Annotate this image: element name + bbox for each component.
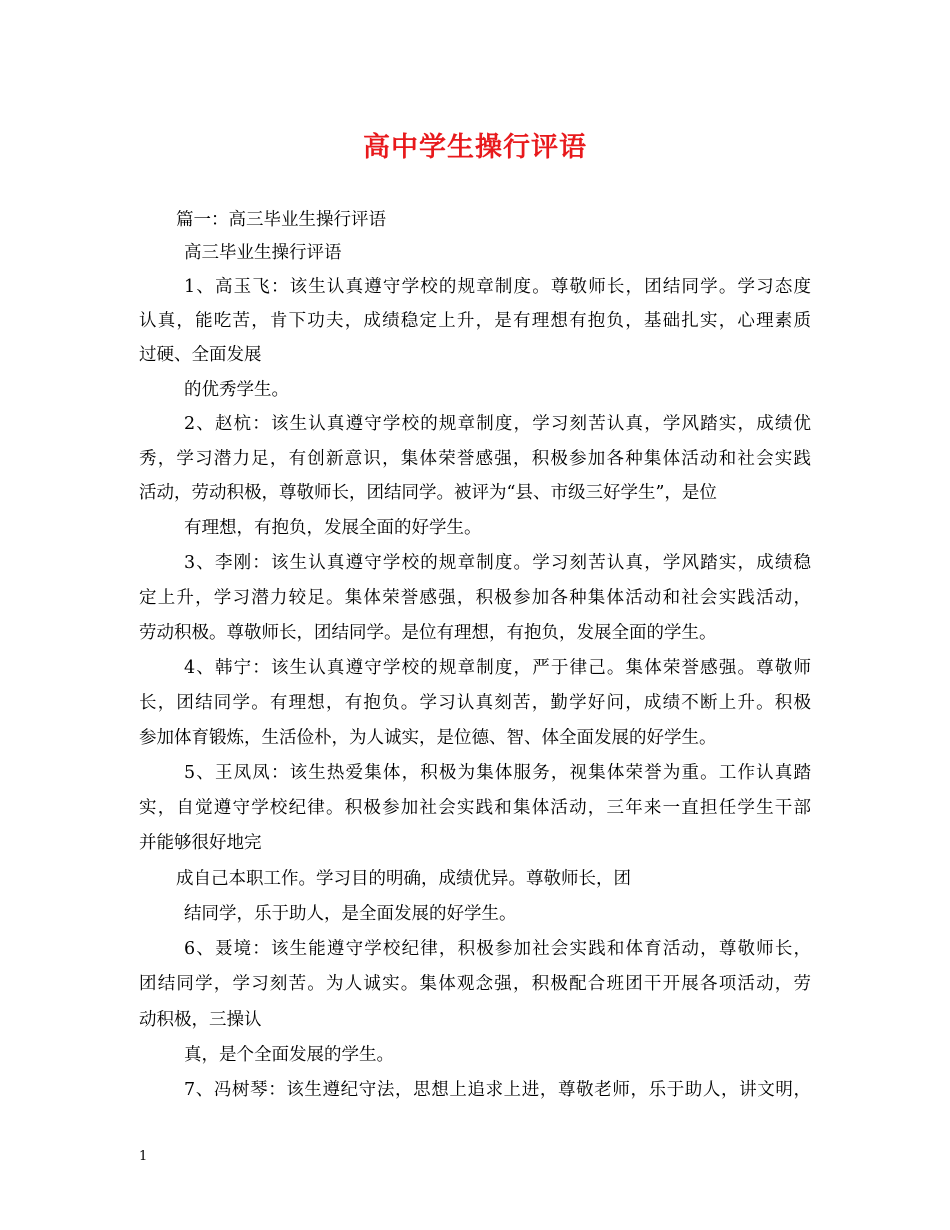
text-line: 6、聂境：该生能遵守学校纪律，积极参加社会实践和体育活动，尊敬师长， xyxy=(184,939,811,959)
text-line: 4、韩宁：该生认真遵守学校的规章制度，严于律己。集体荣誉感强。尊敬师 xyxy=(184,658,811,678)
text-line: 真，是个全面发展的学生。 xyxy=(184,1045,394,1065)
text-line: 7、冯树琴：该生遵纪守法，思想上追求上进，尊敬老师，乐于助人，讲文明， xyxy=(184,1080,811,1100)
text-line: 5、王凤凤：该生热爱集体，积极为集体服务，视集体荣誉为重。工作认真踏 xyxy=(184,763,811,783)
text-line: 1、高玉飞：该生认真遵守学校的规章制度。尊敬师长，团结同学。学习态度 xyxy=(184,277,811,297)
text-line: 3、李刚：该生认真遵守学校的规章制度。学习刻苦认真，学风踏实，成绩稳 xyxy=(184,553,811,573)
text-line: 有理想，有抱负，发展全面的好学生。 xyxy=(184,518,482,538)
text-line: 的优秀学生。 xyxy=(184,380,289,400)
text-line: 长，团结同学。有理想，有抱负。学习认真刻苦，勤学好问，成绩不断上升。积极 xyxy=(139,693,811,713)
text-line: 成自己本职工作。学习目的明确，成绩优异。尊敬师长，团 xyxy=(176,869,631,889)
text-line: 劳动积极。尊敬师长，团结同学。是位有理想，有抱负，发展全面的学生。 xyxy=(139,623,717,643)
text-line: 结同学，乐于助人，是全面发展的好学生。 xyxy=(184,904,517,924)
text-line: 秀，学习潜力足，有创新意识，集体荣誉感强，积极参加各种集体活动和社会实践 xyxy=(139,449,811,469)
text-line: 活动，劳动积极，尊敬师长，团结同学。被评为“县、市级三好学生”，是位 xyxy=(139,483,717,503)
text-line: 过硬、全面发展 xyxy=(139,345,262,365)
text-line: 实，自觉遵守学校纪律。积极参加社会实践和集体活动，三年来一直担任学生干部 xyxy=(139,798,811,818)
text-line: 篇一：高三毕业生操行评语 xyxy=(176,210,386,230)
text-line: 认真，能吃苦，肯下功夫，成绩稳定上升，是有理想有抱负，基础扎实，心理素质 xyxy=(139,311,811,331)
text-line: 2、赵杭：该生认真遵守学校的规章制度，学习刻苦认真，学风踏实，成绩优 xyxy=(184,414,811,434)
text-line: 并能够很好地完 xyxy=(139,833,262,853)
text-line: 动积极，三操认 xyxy=(139,1010,262,1030)
text-line: 定上升，学习潜力较足。集体荣誉感强，积极参加各种集体活动和社会实践活动， xyxy=(139,588,811,608)
document-title: 高中学生操行评语 xyxy=(363,132,587,163)
text-line: 参加体育锻炼，生活俭朴，为人诚实，是位德、智、体全面发展的好学生。 xyxy=(139,728,717,748)
text-line: 高三毕业生操行评语 xyxy=(184,243,342,263)
page-number: 1 xyxy=(139,1149,148,1164)
text-line: 团结同学，学习刻苦。为人诚实。集体观念强，积极配合班团干开展各项活动，劳 xyxy=(139,974,811,994)
